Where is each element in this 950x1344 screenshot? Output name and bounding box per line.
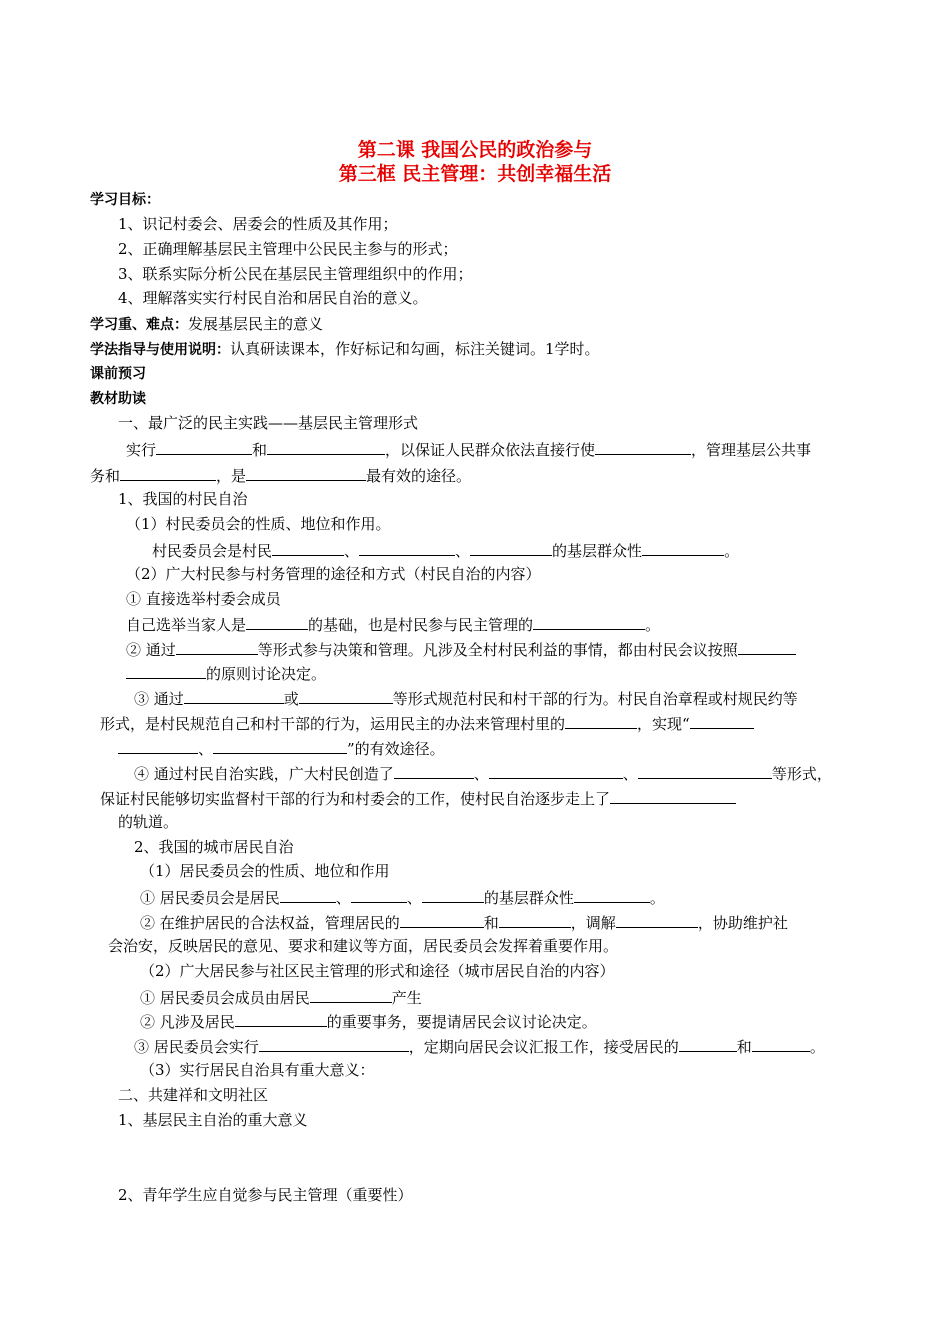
fill-blank (126, 662, 206, 679)
village-item (134, 687, 798, 709)
text: ，定期向居民会议汇报工作，接受居民的 (408, 1038, 679, 1056)
text: 、 (406, 889, 422, 907)
key-text: 发展基层民主的意义 (188, 315, 324, 333)
method-label: 学法指导与使用说明： (90, 342, 230, 358)
fill-blank (394, 762, 474, 779)
text: ② 在维护居民的合法权益，管理居民的 (140, 914, 400, 932)
text: 最有效的途径。 (366, 467, 472, 485)
text: ④ 通过村民自治实践，广大村民创造了 (134, 765, 394, 783)
fill-blank (310, 986, 392, 1003)
method-text: 认真研读课本，作好标记和勾画，标注关键词。1学时。 (230, 340, 600, 358)
text: ，实现“ (637, 715, 690, 733)
city-item: 会治安，反映居民的意见、要求和建议等方面，居民委员会发挥着重要作用。 (108, 937, 619, 955)
text: 的基层群众性 (552, 542, 643, 560)
fill-blank (280, 886, 336, 903)
guide-heading: 教材助读 (90, 391, 146, 407)
text: 、 (198, 740, 214, 758)
text: 。 (724, 542, 740, 560)
fill-blank (272, 539, 344, 556)
method-guide (90, 339, 600, 360)
lesson-title: 第二课 我国公民的政治参与 (357, 139, 593, 161)
text: 、 (473, 765, 489, 783)
village-item: 的轨道。 (118, 813, 179, 831)
goal-item: 1、识记村委会、居委会的性质及其作用； (118, 215, 398, 233)
fill-blank (470, 539, 552, 556)
fill-blank (595, 438, 691, 455)
fill-blank (533, 613, 645, 630)
text: 。 (649, 889, 665, 907)
text: 、 (335, 889, 351, 907)
fill-blank (574, 886, 650, 903)
fill-blank (752, 1035, 810, 1052)
text: ，协助维护社 (697, 914, 788, 932)
text: ”的有效途径。 (347, 740, 445, 758)
fill-blank (299, 687, 393, 704)
fill-blank (610, 787, 736, 804)
fill-blank (400, 911, 484, 928)
village-heading: 1、我国的村民自治 (118, 490, 248, 508)
fill-blank (120, 464, 216, 481)
text: 、 (455, 542, 471, 560)
village-item: ① 直接选举村委会成员 (126, 590, 281, 608)
fill-blank (679, 1035, 737, 1052)
fill-blank (246, 464, 366, 481)
fill-blank (359, 539, 455, 556)
text: 形式，是村民规范自己和村干部的行为，运用民主的办法来管理村里的 (100, 715, 566, 733)
key-label: 学习重、难点： (90, 317, 188, 333)
text: 保证村民能够切实监督村干部的行为和村委会的工作，使村民自治逐步走上了 (100, 790, 611, 808)
text: 和 (736, 1038, 752, 1056)
text: ，以保证人民群众依法直接行使 (385, 441, 596, 459)
village-item (134, 762, 832, 784)
text: 。 (809, 1038, 825, 1056)
fill-blank (118, 737, 198, 754)
fill-blank (267, 438, 385, 455)
section-title: 第三框 民主管理：共创幸福生活 (338, 163, 612, 185)
text: 的原则讨论决定。 (206, 665, 327, 683)
text: ，调解 (570, 914, 616, 932)
fill-blank (489, 762, 623, 779)
text: 的重要事务，要提请居民会议讨论决定。 (326, 1013, 597, 1031)
fill-blank (638, 762, 772, 779)
village-item (100, 787, 736, 809)
preview-heading: 课前预习 (90, 366, 146, 382)
village-item (126, 638, 796, 660)
text: 村民委员会是村民 (152, 542, 273, 560)
city-item (140, 1010, 597, 1032)
text: 。 (645, 616, 661, 634)
goal-item: 4、理解落实实行村民自治和居民自治的意义。 (118, 289, 428, 307)
text: 和 (252, 441, 268, 459)
fill-blank (156, 438, 252, 455)
fill-blank (246, 613, 308, 630)
text: 、 (622, 765, 638, 783)
section2-item: 2、青年学生应自觉参与民主管理（重要性） (118, 1186, 413, 1204)
fill-blank (642, 539, 724, 556)
village-item (126, 662, 326, 684)
village-nature (152, 539, 739, 561)
fill-blank (422, 886, 484, 903)
city-item (134, 1035, 825, 1057)
village-item (126, 613, 660, 635)
text: 等形式参与决策和管理。凡涉及全村村民利益的事情，都由村民会议按照 (257, 641, 738, 659)
text: ③ 通过 (134, 690, 184, 708)
city-item (140, 986, 422, 1008)
text: 等形式规范村民和村干部的行为。村民自治章程或村规民约等 (392, 690, 798, 708)
section2-heading: 二、共建祥和文明社区 (118, 1086, 269, 1104)
village-item (118, 737, 445, 759)
city-item (140, 911, 788, 933)
fill-blank (184, 687, 284, 704)
fill-blank (565, 712, 637, 729)
village-sub: （2）广大村民参与村务管理的途径和方式（村民自治的内容） (126, 565, 541, 583)
key-points (90, 314, 323, 335)
text: 的基础，也是村民参与民主管理的 (308, 616, 534, 634)
text: 等形式， (771, 765, 832, 783)
city-sub: （3）实行居民自治具有重大意义： (140, 1061, 375, 1079)
city-heading: 2、我国的城市居民自治 (134, 838, 294, 856)
city-sub: （1）居民委员会的性质、地位和作用 (140, 862, 390, 880)
text: ① 居民委员会是居民 (140, 889, 280, 907)
city-sub: （2）广大居民参与社区民主管理的形式和途径（城市居民自治的内容） (140, 962, 615, 980)
text: ② 通过 (126, 641, 176, 659)
fill-blank (259, 1035, 409, 1052)
text: 产生 (391, 989, 422, 1007)
text: ② 凡涉及居民 (140, 1013, 235, 1031)
goal-item: 2、正确理解基层民主管理中公民民主参与的形式； (118, 240, 458, 258)
fill-blank (690, 712, 754, 729)
goal-item: 3、联系实际分析公民在基层民主管理组织中的作用； (118, 265, 473, 283)
text: 实行 (126, 441, 157, 459)
text: 的基层群众性 (483, 889, 574, 907)
village-item (100, 712, 754, 734)
village-sub: （1）村民委员会的性质、地位和作用。 (126, 515, 391, 533)
fill-blank (235, 1010, 327, 1027)
text: 务和 (90, 467, 121, 485)
text: 自己选举当家人是 (126, 616, 247, 634)
goals-heading: 学习目标： (90, 192, 160, 208)
fill-blank (176, 638, 258, 655)
text: 和 (483, 914, 499, 932)
text: ③ 居民委员会实行 (134, 1038, 259, 1056)
fill-blank (213, 737, 347, 754)
fill-blank (499, 911, 571, 928)
section1-line (126, 438, 811, 460)
section1-heading: 一、最广泛的民主实践——基层民主管理形式 (118, 414, 419, 432)
text: ，管理基层公共事 (691, 441, 812, 459)
text: ① 居民委员会成员由居民 (140, 989, 310, 1007)
text: ，是 (216, 467, 247, 485)
fill-blank (351, 886, 407, 903)
section2-item: 1、基层民主自治的重大意义 (118, 1111, 308, 1129)
text: 或 (283, 690, 299, 708)
fill-blank (738, 638, 796, 655)
fill-blank (616, 911, 698, 928)
city-item (140, 886, 665, 908)
text: 、 (344, 542, 360, 560)
section1-line (90, 464, 471, 486)
